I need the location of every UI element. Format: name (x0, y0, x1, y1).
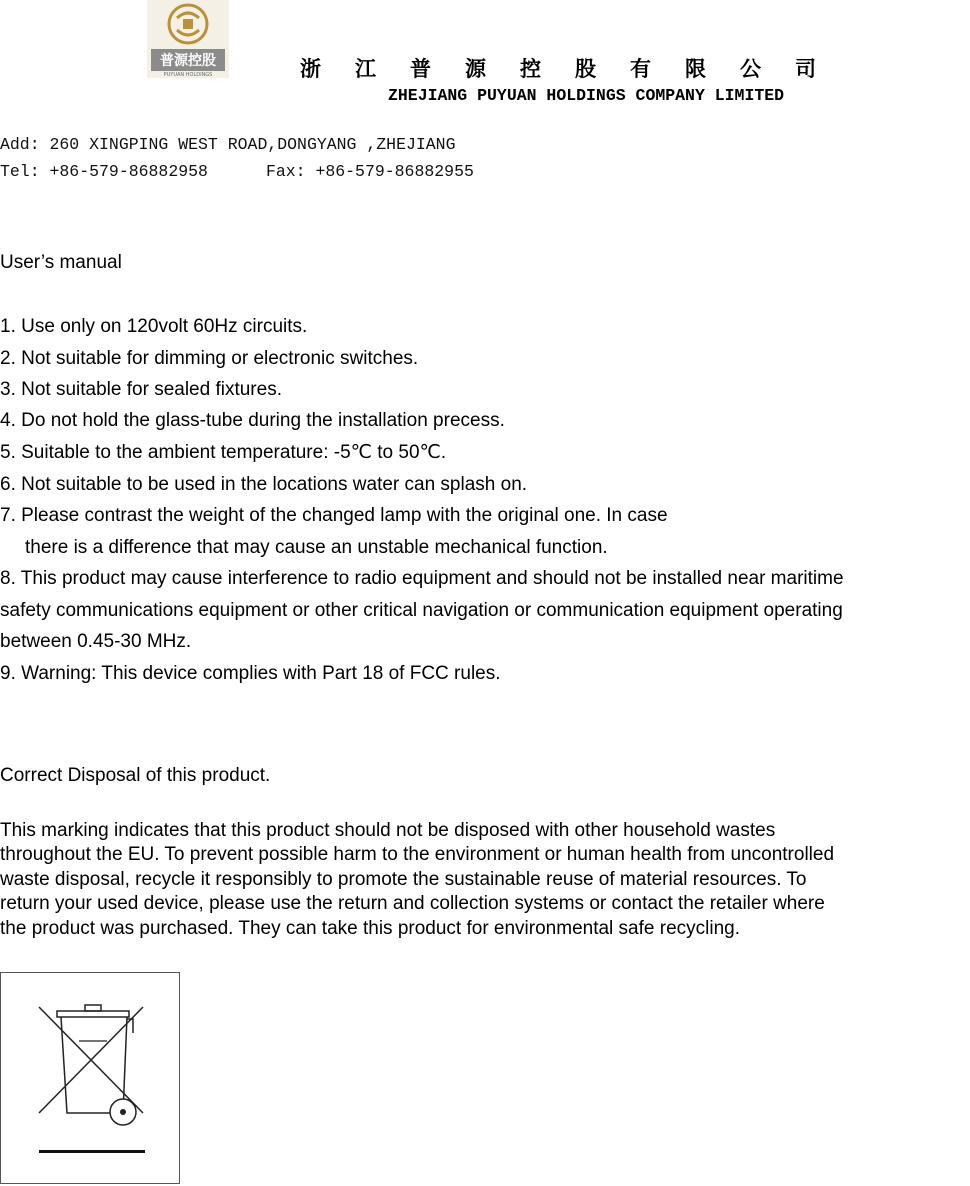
list-item: 9. Warning: This device complies with Part 18 of FCC rules. (0, 663, 501, 684)
paragraph-line: waste disposal, recycle it responsibly to promote the sustainable reuse of material resources. To (0, 868, 807, 890)
contact-line (0, 162, 474, 182)
list-item-continuation: there is a difference that may cause an unstable mechanical function. (25, 537, 608, 558)
logo-subtitle: PUYUAN HOLDINGS (163, 72, 213, 78)
disposal-paragraph (0, 819, 970, 941)
paragraph-line: throughout the EU. To prevent possible harm to the environment or human health from uncontrolled (0, 844, 835, 866)
manual-title: User’s manual (0, 252, 122, 273)
company-logo (147, 0, 229, 78)
list-item: 1. Use only on 120volt 60Hz circuits. (0, 316, 308, 337)
logo-label: 普源控股 (160, 53, 216, 69)
company-name-english: ZHEJIANG PUYUAN HOLDINGS COMPANY LIMITED (388, 86, 785, 105)
weee-symbol-box (0, 972, 180, 1184)
company-name-chinese: 浙江普源控股有限公司 (300, 56, 850, 81)
fax: Fax: +86-579-86882955 (265, 162, 474, 181)
list-item: 8. This product may cause interference to radio equipment and should not be installed near maritime (0, 568, 844, 589)
paragraph-line: the product was purchased. They can take this product for environmental safe recycling. (0, 917, 740, 939)
list-item: 4. Do not hold the glass-tube during the installation precess. (0, 410, 505, 431)
disposal-title: Correct Disposal of this product. (0, 765, 271, 786)
list-item: 2. Not suitable for dimming or electronic switches. (0, 348, 419, 369)
list-item: 5. Suitable to the ambient temperature: -5℃ to 50℃. (0, 442, 447, 463)
list-item: 7. Please contrast the weight of the changed lamp with the original one. In case (0, 505, 668, 526)
list-item-continuation: between 0.45-30 MHz. (0, 631, 192, 652)
company-address: Add: 260 XINGPING WEST ROAD,DONGYANG ,ZHEJIANG (0, 135, 456, 154)
list-item: 6. Not suitable to be used in the locations water can splash on. (0, 474, 528, 495)
paragraph-line: This marking indicates that this product should not be disposed with other household wastes (0, 820, 776, 841)
list-item: 3. Not suitable for sealed fixtures. (0, 379, 282, 400)
paragraph-line: return your used device, please use the return and collection systems or contact the retailer where (0, 893, 825, 915)
list-item-continuation: safety communications equipment or other critical navigation or communication equipment operating (0, 600, 843, 621)
crossed-out-wheelie-bin-icon (1, 973, 179, 1183)
telephone: Tel: +86-579-86882958 (0, 162, 208, 181)
